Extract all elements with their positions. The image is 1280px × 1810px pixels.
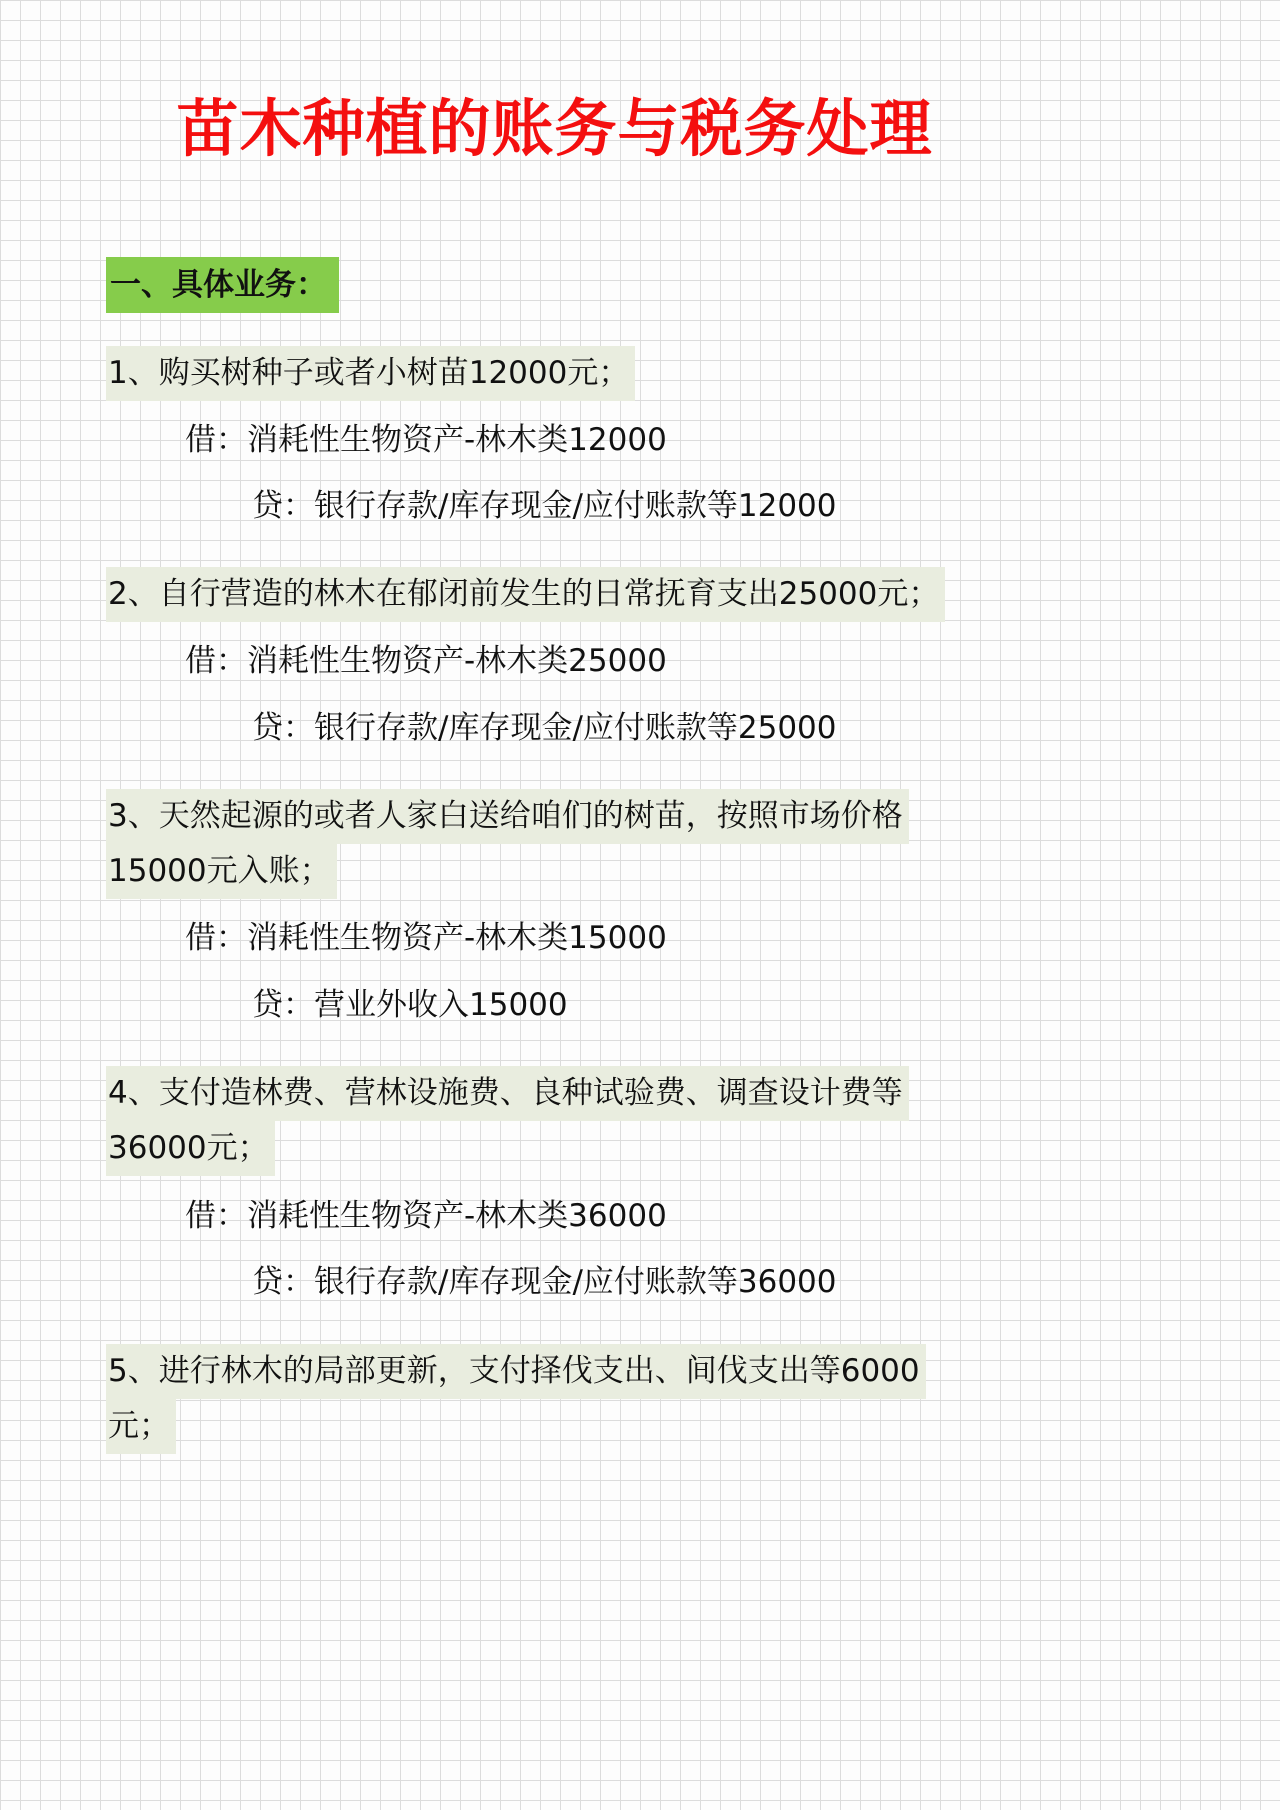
item-2-debit: 借：消耗性生物资产-林木类25000	[185, 643, 667, 679]
item-4-debit: 借：消耗性生物资产-林木类36000	[185, 1198, 667, 1234]
item-heading-line: 1、购买树种子或者小树苗12000元；	[106, 346, 635, 401]
item-3-debit: 借：消耗性生物资产-林木类15000	[185, 920, 667, 956]
section-heading: 一、具体业务：	[106, 257, 339, 313]
item-heading-line: 2、自行营造的林木在郁闭前发生的日常抚育支出25000元；	[106, 567, 945, 622]
item-1-heading	[106, 346, 635, 401]
item-heading-line: 4、支付造林费、营林设施费、良种试验费、调查设计费等	[106, 1066, 909, 1121]
item-1-credit: 贷：银行存款/库存现金/应付账款等12000	[252, 488, 837, 524]
item-5-heading	[106, 1344, 926, 1454]
item-4-heading	[106, 1066, 909, 1176]
page-title: 苗木种植的账务与税务处理	[176, 92, 933, 165]
item-2-heading	[106, 567, 945, 622]
item-4-credit: 贷：银行存款/库存现金/应付账款等36000	[252, 1264, 837, 1300]
item-heading-line: 36000元；	[106, 1121, 275, 1176]
item-heading-line: 3、天然起源的或者人家白送给咱们的树苗，按照市场价格	[106, 789, 909, 844]
item-2-credit: 贷：银行存款/库存现金/应付账款等25000	[252, 710, 837, 746]
item-3-heading	[106, 789, 909, 899]
item-heading-line: 15000元入账；	[106, 844, 337, 899]
item-heading-line: 5、进行林木的局部更新，支付择伐支出、间伐支出等6000	[106, 1344, 926, 1399]
item-heading-line: 元；	[106, 1399, 176, 1454]
item-1-debit: 借：消耗性生物资产-林木类12000	[185, 422, 667, 458]
item-3-credit: 贷：营业外收入15000	[252, 987, 568, 1023]
